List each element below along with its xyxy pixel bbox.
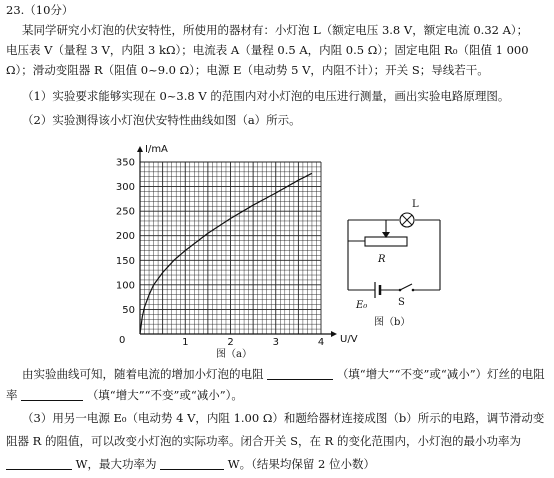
chart-grid xyxy=(140,162,321,334)
x-tick-label: 4 xyxy=(317,337,325,348)
y-tick-label: 150 xyxy=(115,255,135,267)
y-tick-label: 350 xyxy=(115,157,135,169)
chart-axes xyxy=(137,146,337,337)
figure-b-caption: 图（b） xyxy=(374,317,411,328)
switch-contact xyxy=(412,289,415,292)
part3-line1: （3）用另一电源 E₀（电动势 4 V，内阻 1.00 Ω）和题给器材连接成图（b）所示的电路，调节滑动变 xyxy=(22,411,545,425)
intro-line-3: Ω）；滑动变阻器 R（阻值 0~9.0 Ω）；电源 E（电动势 5 V，内阻不计）；开关 S；导线若干。 xyxy=(6,63,489,77)
min-power-blank[interactable] xyxy=(6,458,72,470)
switch-contact xyxy=(399,289,402,292)
part2-answer-line2 xyxy=(6,388,243,402)
part2-answer-line1 xyxy=(22,367,545,381)
part2-answer-text-a: 由实验曲线可知，随着电流的增加小灯泡的电阻 xyxy=(22,367,264,381)
y-tick-label: 200 xyxy=(115,231,135,243)
intro-line-2: 电压表 V（量程 3 V，内阻 3 kΩ）；电流表 A（量程 0.5 A，内阻 0.5 Ω）；固定电阻 R₀（阻值 1 000 xyxy=(6,43,529,57)
x-tick-label: 2 xyxy=(227,337,234,348)
switch-label: S xyxy=(398,297,405,308)
part3-line3-a: W，最大功率为 xyxy=(75,457,157,471)
source-label: E₀ xyxy=(356,300,368,311)
battery-symbol xyxy=(375,282,380,298)
part3-line2: 阻器 R 的阻值，可以改变小灯泡的实际功率。闭合开关 S，在 R 的变化范围内，小灯泡的最小功率为 xyxy=(6,434,521,448)
rheostat-slider-arrow xyxy=(382,232,390,238)
part2-answer-text-d: （填“增大”“不变”或“减小”）。 xyxy=(86,388,243,402)
resistance-trend-blank[interactable] xyxy=(267,368,333,380)
figure-a-caption: 图（a） xyxy=(216,349,252,360)
y-axis-label: I/mA xyxy=(145,144,168,155)
x-tick-label: 1 xyxy=(182,337,189,348)
rheostat-label: R xyxy=(378,254,386,265)
y-tick-label: 250 xyxy=(115,206,135,218)
origin-label: 0 xyxy=(119,335,126,346)
y-tick-label: 300 xyxy=(115,182,135,194)
y-tick-label: 100 xyxy=(115,280,135,292)
part2-answer-text-b: （填“增大”“不变”或“减小”）灯丝的电阻 xyxy=(336,367,545,381)
x-axis-label: U/V xyxy=(340,334,358,345)
x-axis-arrow xyxy=(331,331,337,337)
lamp-symbol xyxy=(400,213,414,227)
resistivity-trend-blank[interactable] xyxy=(21,389,83,401)
chart-ticks xyxy=(116,158,324,349)
y-axis-arrow xyxy=(137,146,143,152)
lamp-label: L xyxy=(412,199,419,210)
part2-answer-text-c: 率 xyxy=(6,388,18,402)
series-line xyxy=(140,173,312,334)
part1-text: （1）实验要求能够实现在 0~3.8 V 的范围内对小灯泡的电压进行测量，画出实验电路原理图。 xyxy=(22,89,510,103)
part3-line3 xyxy=(6,457,375,471)
max-power-blank[interactable] xyxy=(160,458,224,470)
x-tick-label: 3 xyxy=(272,337,279,348)
part2-text: （2）实验测得该小灯泡伏安特性曲线如图（a）所示。 xyxy=(22,113,301,127)
part3-line3-b: W。（结果均保留 2 位小数） xyxy=(227,457,375,471)
intro-line-1: 某同学研究小灯泡的伏安特性，所使用的器材有：小灯泡 L（额定电压 3.8 V，额定电流 0.32 A）； xyxy=(22,23,529,37)
y-tick-label: 50 xyxy=(122,304,135,316)
question-header: 23.（10分） xyxy=(6,3,74,17)
